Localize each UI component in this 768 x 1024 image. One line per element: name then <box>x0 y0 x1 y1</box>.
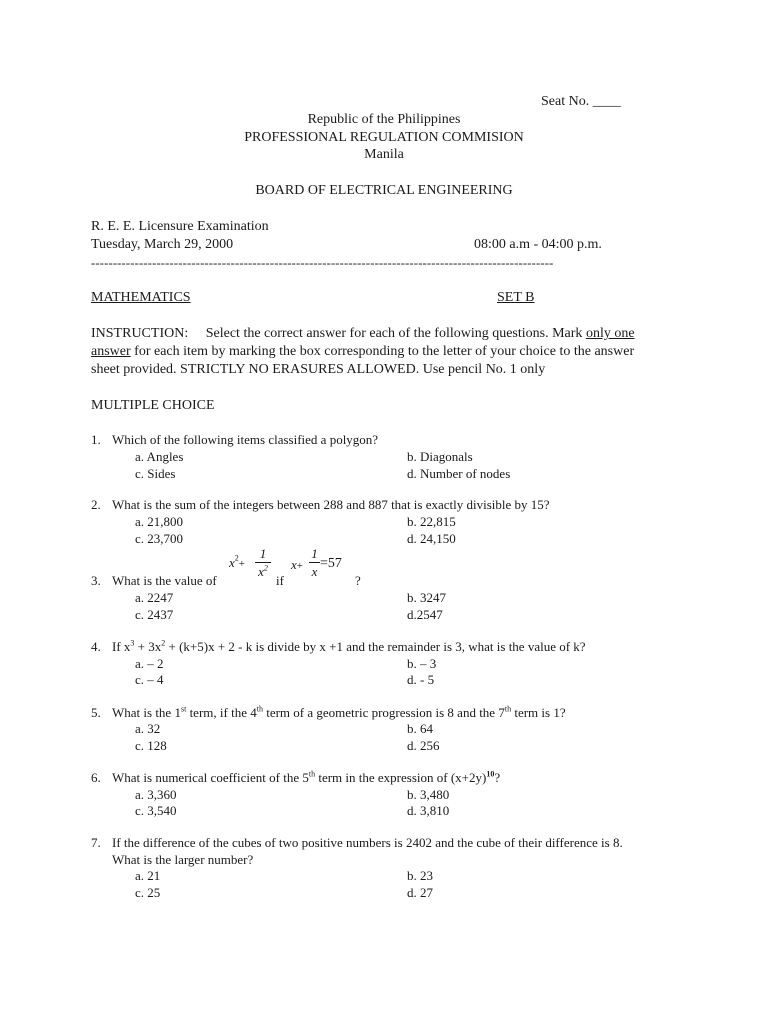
fraction-1 <box>255 547 271 578</box>
option-d: d. 256 <box>407 738 440 753</box>
expr2-x: x <box>291 557 297 572</box>
option-a: a. 21 <box>135 868 161 883</box>
exam-date: Tuesday, March 29, 2000 <box>91 237 234 252</box>
option-c: c. 2437 <box>135 607 174 622</box>
option-a: a. 3,360 <box>135 787 177 802</box>
expr2-equals: =57 <box>320 556 342 571</box>
exam-time: 08:00 a.m - 04:00 p.m. <box>474 237 602 252</box>
instruction-line-2 <box>91 344 634 360</box>
question-text: What is numerical coefficient of the 5th term in the expression of $(x+2y)^{10}$? <box>112 769 501 785</box>
frac1-num: 1 <box>259 546 267 561</box>
option-a: a. 21,800 <box>135 514 184 529</box>
question-text: Which of the following items classified a polygon? <box>112 432 379 447</box>
question-text: What is the 1st term, if the 4th term of a geometric progression is 8 and the 7th term is 1? <box>112 704 566 720</box>
option-b: b. 64 <box>407 721 433 736</box>
frac1-den-exp: 2 <box>263 563 268 573</box>
option-c: c. 25 <box>135 885 161 900</box>
question-text: What is the sum of the integers between 288 and 887 that is exactly divisible by 15? <box>112 497 550 512</box>
republic-line: Republic of the Philippines <box>307 112 461 127</box>
question-number: 4. <box>91 639 101 654</box>
option-a: a. 2247 <box>135 590 174 605</box>
question-text: What is the value of <box>112 573 217 588</box>
instruction-text-2: for each item by marking the box corresponding to the letter of your choice to the answer <box>134 344 635 359</box>
question-if: if <box>276 573 284 588</box>
question-number: 5. <box>91 705 101 720</box>
question-mark: ? <box>355 573 361 588</box>
subject-title: MATHEMATICS <box>91 290 191 305</box>
exam-name: R. E. E. Licensure Examination <box>91 219 269 234</box>
set-label: SET B <box>497 290 535 305</box>
expr1-x: x <box>229 555 235 570</box>
option-b: b. 3247 <box>407 590 446 605</box>
board-title: BOARD OF ELECTRICAL ENGINEERING <box>255 183 513 198</box>
option-c: c. – 4 <box>135 672 164 687</box>
option-a: a. – 2 <box>135 656 164 671</box>
seat-number: Seat No. ____ <box>541 94 621 109</box>
question-number: 6. <box>91 770 101 785</box>
instruction-line-3: sheet provided. STRICTLY NO ERASURES ALLOWED. Use pencil No. 1 only <box>91 362 546 377</box>
option-d: d.2547 <box>407 607 443 622</box>
question-text: If $x^3 + 3x^2 + (k+5)x + 2 - k$ is divide by x +1 and the remainder is 3, what is the value of k? <box>112 638 586 654</box>
option-d: d. - 5 <box>407 672 435 687</box>
option-a: a. Angles <box>135 449 184 464</box>
question-text-line-1: If the difference of the cubes of two positive numbers is 2402 and the cube of their difference is 8. <box>112 835 623 850</box>
option-b: b. 3,480 <box>407 787 450 802</box>
option-d: d. 27 <box>407 885 433 900</box>
frac2-num: 1 <box>311 546 318 561</box>
divider-line: ---------------------------------------------------------------------------------------------------------- <box>91 256 554 270</box>
expr2-plus: + <box>296 560 303 572</box>
question-number: 1. <box>91 432 101 447</box>
expr1-plus: + <box>238 558 245 570</box>
instruction-text-1: Select the correct answer for each of the following questions. Mark <box>205 326 583 341</box>
option-b: b. 23 <box>407 868 433 883</box>
option-c: c. 23,700 <box>135 531 184 546</box>
instruction-emphasis-2: answer <box>91 344 131 359</box>
question-number: 2. <box>91 497 101 512</box>
option-d: d. 3,810 <box>407 803 450 818</box>
instruction-emphasis-1: only one <box>585 326 635 341</box>
expr1-exp: 2 <box>234 553 239 563</box>
option-c: c. 128 <box>135 738 167 753</box>
option-c: c. Sides <box>135 466 176 481</box>
option-b: b. 22,815 <box>407 514 456 529</box>
option-c: c. 3,540 <box>135 803 177 818</box>
city-line: Manila <box>364 147 404 162</box>
frac1-den-x: x <box>258 564 264 579</box>
option-a: a. 32 <box>135 721 161 736</box>
question-number: 3. <box>91 573 101 588</box>
option-b: b. – 3 <box>407 656 437 671</box>
option-d: d. 24,150 <box>407 531 456 546</box>
question-text-line-2: What is the larger number? <box>112 852 254 867</box>
question-number: 7. <box>91 835 101 850</box>
fraction-2 <box>309 547 320 578</box>
frac2-den: x <box>311 564 318 579</box>
instruction-line-1 <box>91 326 635 342</box>
math-expression-2 <box>291 556 303 574</box>
option-d: d. Number of nodes <box>407 466 511 481</box>
math-expression-1 <box>229 554 245 572</box>
commission-line: PROFESSIONAL REGULATION COMMISION <box>244 130 524 145</box>
section-title: MULTIPLE CHOICE <box>91 398 215 413</box>
instruction-label: INSTRUCTION: <box>91 326 189 341</box>
option-b: b. Diagonals <box>407 449 473 464</box>
